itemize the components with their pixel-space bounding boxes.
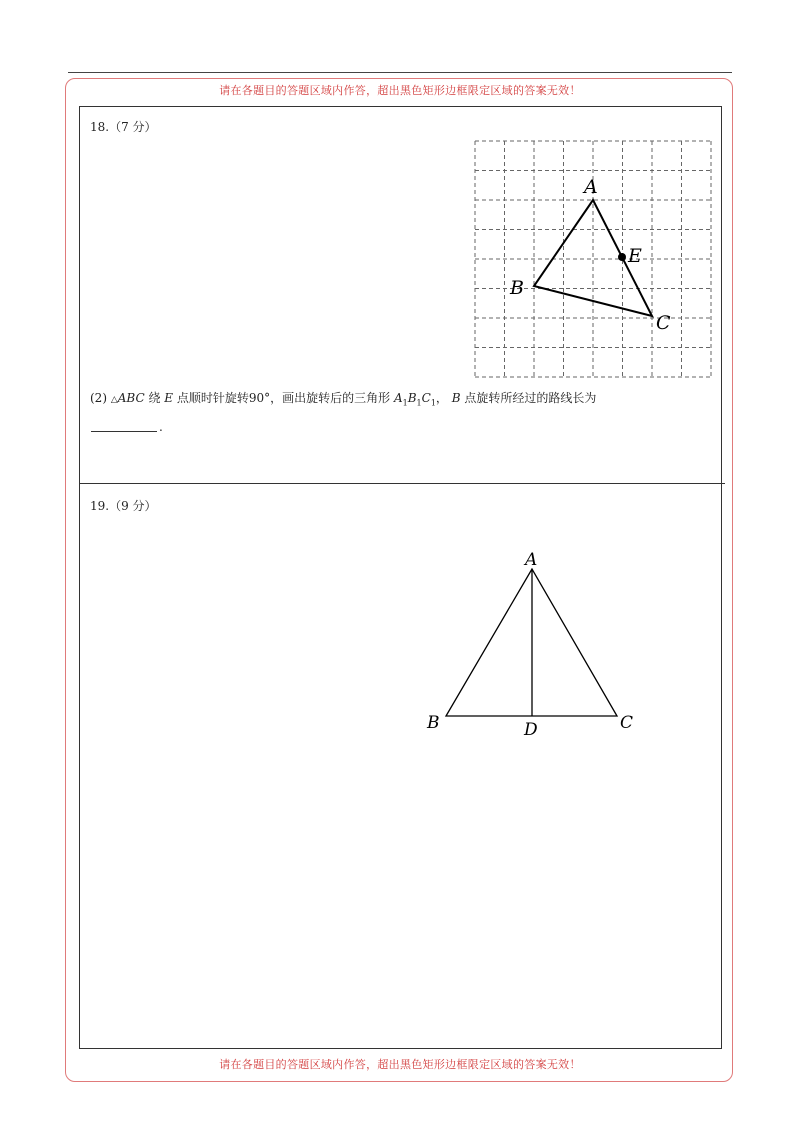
b1-sub: 1 (416, 398, 422, 408)
point-b: B (451, 391, 461, 405)
period: . (159, 420, 163, 434)
q19-label: 19.（9 分） (90, 499, 157, 513)
c1-sub: 1 (430, 398, 436, 408)
label-c: C (656, 312, 671, 334)
center-e: E (164, 391, 174, 405)
triangle-name: ABC (117, 391, 145, 405)
notice-bottom: 请在各题目的答题区域内作答，超出黑色矩形边框限定区域的答案无效！ (219, 1058, 581, 1071)
label-b: B (510, 277, 524, 299)
a1: A (393, 391, 403, 405)
label-a: A (584, 176, 598, 198)
label-e: E (628, 245, 642, 267)
sub2-prefix: (2) (90, 391, 111, 405)
label-c-19: C (620, 713, 634, 733)
a1-sub: 1 (402, 398, 408, 408)
sub2-rotate-text: 绕 (144, 391, 165, 405)
c1: C (421, 391, 431, 405)
sub2-end-text: 点旋转所经过的路线长为 (460, 391, 597, 405)
sub2-after-text: ， (435, 391, 452, 405)
triangle-symbol: △ (110, 395, 118, 405)
b1: B (407, 391, 417, 405)
label-a-19: A (525, 550, 538, 570)
label-b-19: B (427, 713, 440, 733)
q18-label: 18.（7 分） (90, 120, 157, 134)
sub2-middle-text: 点顺时针旋转90°，画出旋转后的三角形 (173, 391, 394, 405)
label-d-19: D (524, 720, 538, 740)
notice-top: 请在各题目的答题区域内作答，超出黑色矩形边框限定区域的答案无效！ (219, 84, 581, 97)
